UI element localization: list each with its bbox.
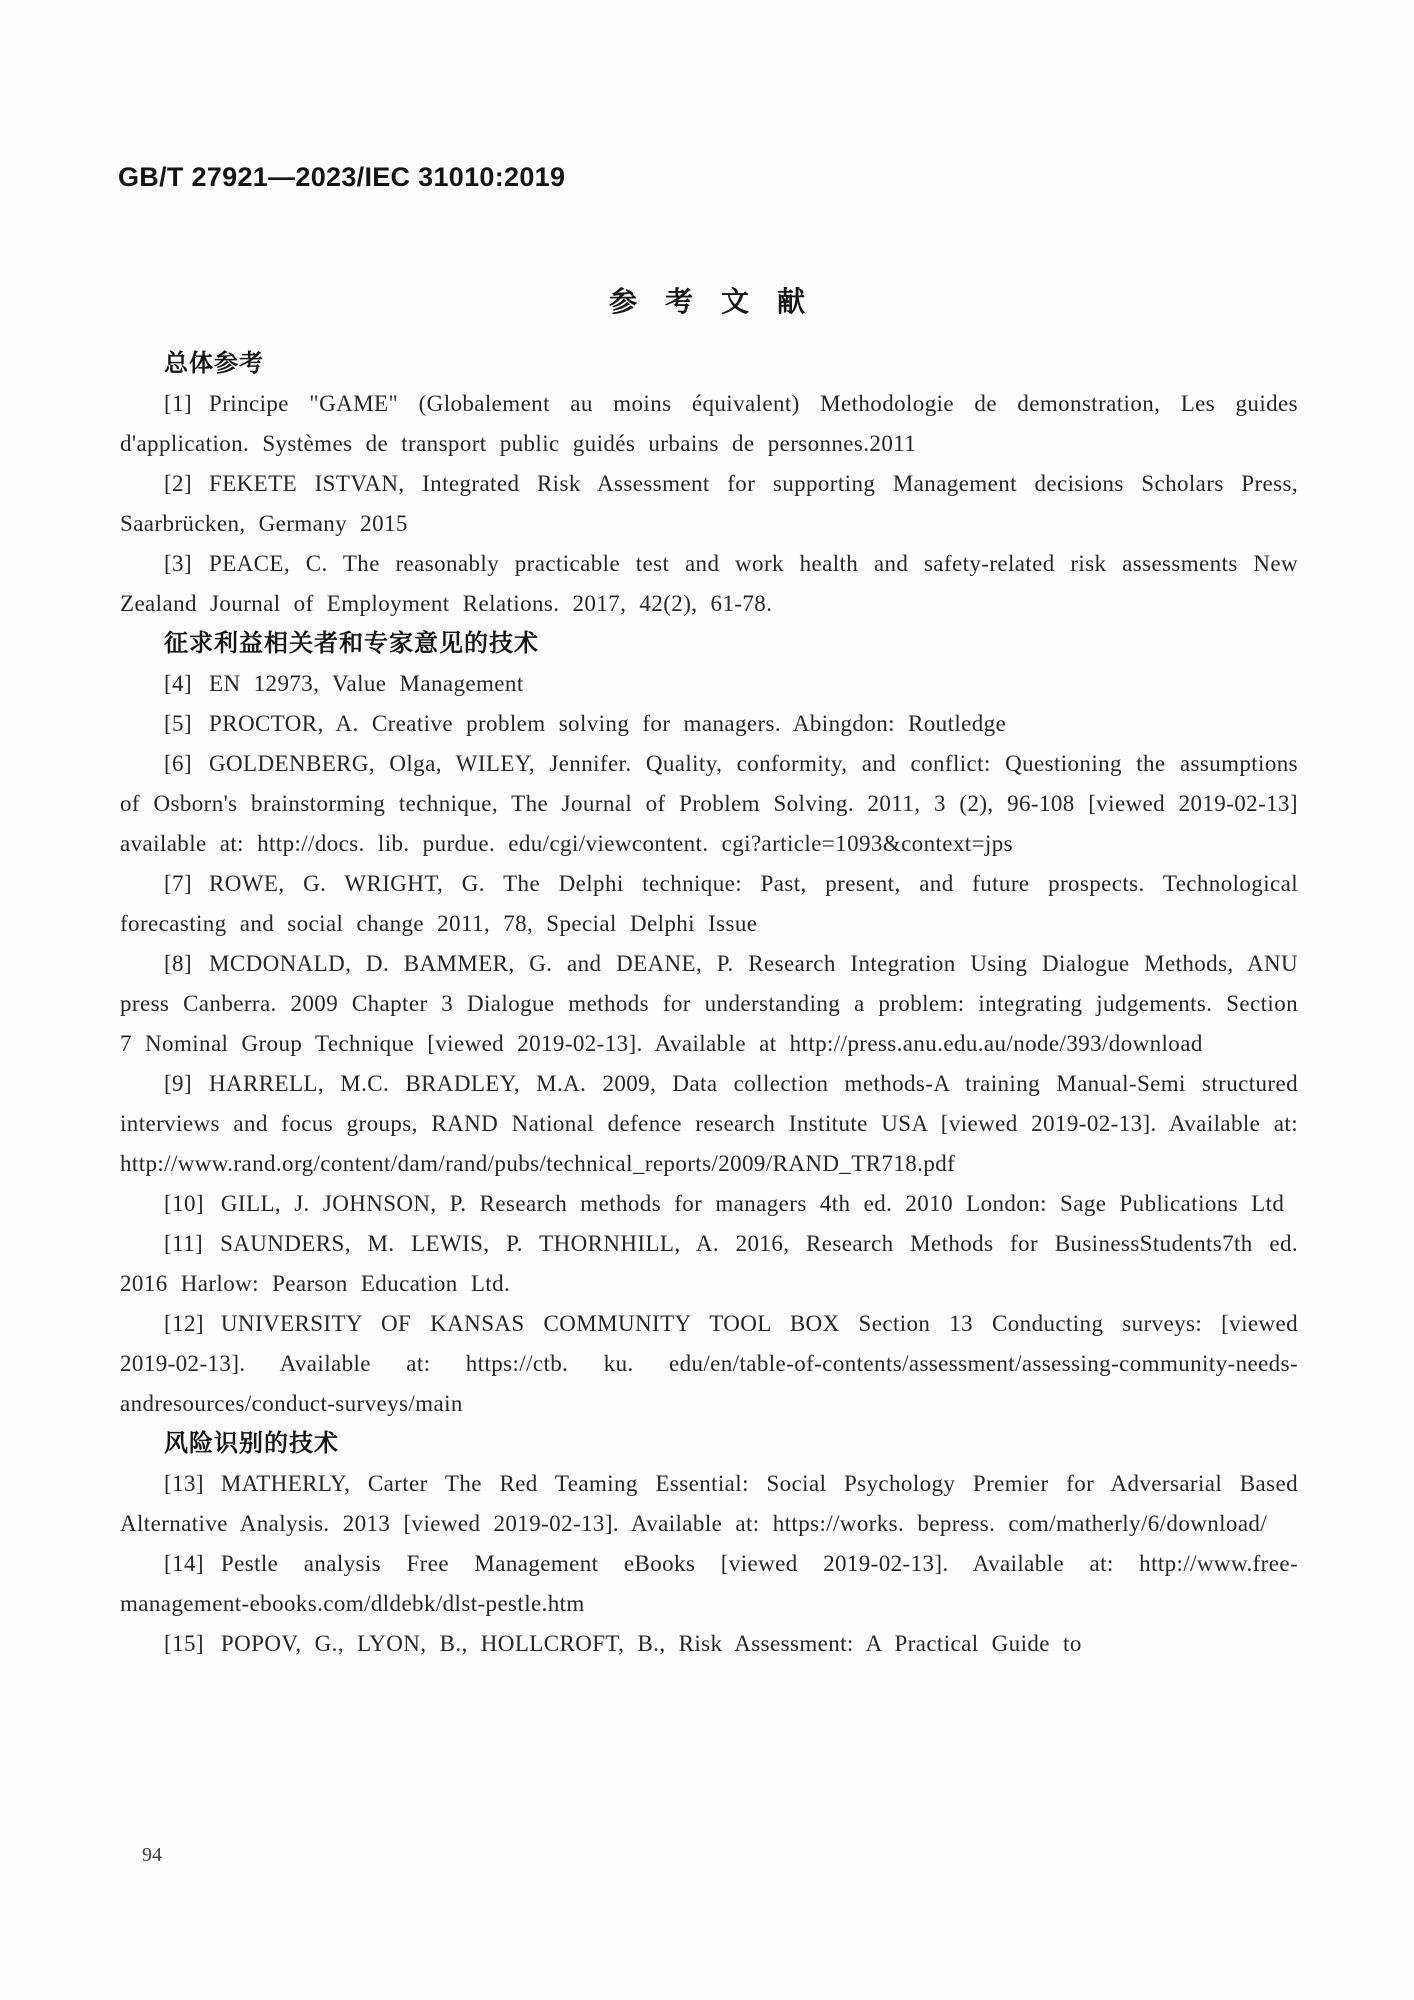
reference-text: Pestle analysis Free Management eBooks [viewed 2019-02-13]. Available at: http://www.free-management-ebooks.com/dldebk/dlst-pestle.htm [120, 1551, 1298, 1616]
reference-label: [6] [164, 751, 193, 776]
reference-label: [5] [164, 711, 193, 736]
reference-item [120, 544, 1298, 624]
reference-text: PEACE, C. The reasonably practicable test and work health and safety-related risk assessments New Zealand Journal of Employment Relations. 2017, 42(2), 61-78. [120, 551, 1298, 616]
reference-text: GILL, J. JOHNSON, P. Research methods for managers 4th ed. 2010 London: Sage Publications Ltd [220, 1191, 1285, 1216]
reference-text: ROWE, G. WRIGHT, G. The Delphi technique: Past, present, and future prospects. Technological forecasting and social change 2011, 78, Special Delphi Issue [120, 871, 1298, 936]
reference-text: PROCTOR, A. Creative problem solving for managers. Abingdon: Routledge [209, 711, 1007, 736]
reference-item [120, 464, 1298, 544]
page-title: 参 考 文 献 [608, 286, 805, 317]
reference-item [120, 1464, 1298, 1544]
reference-item [120, 384, 1298, 464]
reference-text: POPOV, G., LYON, B., HOLLCROFT, B., Risk Assessment: A Practical Guide to [220, 1631, 1082, 1656]
reference-label: [11] [164, 1231, 204, 1256]
reference-text: MATHERLY, Carter The Red Teaming Essential: Social Psychology Premier for Adversarial Based Alternative Analysis. 2013 [viewed 2019-02-13]. Available at: https://works. bepress. com/matherly/6/download/ [120, 1471, 1298, 1536]
reference-text: FEKETE ISTVAN, Integrated Risk Assessment for supporting Management decisions Scholars Press, Saarbrücken, Germany 2015 [120, 471, 1298, 536]
reference-item [120, 1624, 1298, 1664]
reference-text: EN 12973, Value Management [209, 671, 524, 696]
reference-item [120, 1544, 1298, 1624]
reference-item [120, 744, 1298, 864]
reference-label: [7] [164, 871, 193, 896]
reference-text: UNIVERSITY OF KANSAS COMMUNITY TOOL BOX Section 13 Conducting surveys: [viewed 2019-02-13]. Available at: https://ctb. ku. edu/en/table-of-contents/assessment/assessing-community-needs-andresources/conduct-surveys/main [120, 1311, 1298, 1416]
reference-item [120, 1224, 1298, 1304]
reference-label: [1] [164, 391, 193, 416]
reference-label: [10] [164, 1191, 204, 1216]
page-number: 94 [142, 1844, 162, 1866]
reference-label: [9] [164, 1071, 193, 1096]
reference-item [120, 864, 1298, 944]
reference-text: Principe "GAME" (Globalement au moins équivalent) Methodologie de demonstration, Les guides d'application. Systèmes de transport public guidés urbains de personnes.2011 [120, 391, 1298, 456]
reference-label: [13] [164, 1471, 204, 1496]
reference-label: [2] [164, 471, 193, 496]
section-heading-stakeholder-expert: 征求利益相关者和专家意见的技术 [164, 630, 539, 657]
reference-label: [14] [164, 1551, 204, 1576]
reference-label: [15] [164, 1631, 204, 1656]
reference-label: [3] [164, 551, 193, 576]
reference-item [120, 664, 1298, 704]
reference-item [120, 1064, 1298, 1184]
reference-text: GOLDENBERG, Olga, WILEY, Jennifer. Quality, conformity, and conflict: Questioning the assumptions of Osborn's brainstorming technique, The Journal of Problem Solving. 2011, 3 (2), 96-108 [viewed 2019-02-13] available at: http://docs. lib. purdue. edu/cgi/viewcontent. cgi?article=1093&context=jps [120, 751, 1298, 856]
reference-label: [12] [164, 1311, 204, 1336]
references-body [120, 344, 1298, 1664]
section-heading-risk-identification: 风险识别的技术 [164, 1430, 339, 1457]
reference-text: SAUNDERS, M. LEWIS, P. THORNHILL, A. 2016, Research Methods for BusinessStudents7th ed. 2016 Harlow: Pearson Education Ltd. [120, 1231, 1298, 1296]
reference-item [120, 704, 1298, 744]
reference-item [120, 1304, 1298, 1424]
reference-item [120, 1184, 1298, 1224]
standard-number: GB/T 27921—2023/IEC 31010:2019 [118, 162, 566, 192]
reference-text: HARRELL, M.C. BRADLEY, M.A. 2009, Data collection methods-A training Manual-Semi structured interviews and focus groups, RAND National defence research Institute USA [viewed 2019-02-13]. Available at: http://www.rand.org/content/dam/rand/pubs/technical_reports/2009/RAND_TR718.pdf [120, 1071, 1298, 1176]
reference-label: [4] [164, 671, 193, 696]
reference-item [120, 944, 1298, 1064]
section-heading-general: 总体参考 [164, 350, 264, 377]
reference-text: MCDONALD, D. BAMMER, G. and DEANE, P. Research Integration Using Dialogue Methods, ANU press Canberra. 2009 Chapter 3 Dialogue methods for understanding a problem: integrating judgements. Section 7 Nominal Group Technique [viewed 2019-02-13]. Available at http://press.anu.edu.au/node/393/download [120, 951, 1298, 1056]
reference-label: [8] [164, 951, 193, 976]
